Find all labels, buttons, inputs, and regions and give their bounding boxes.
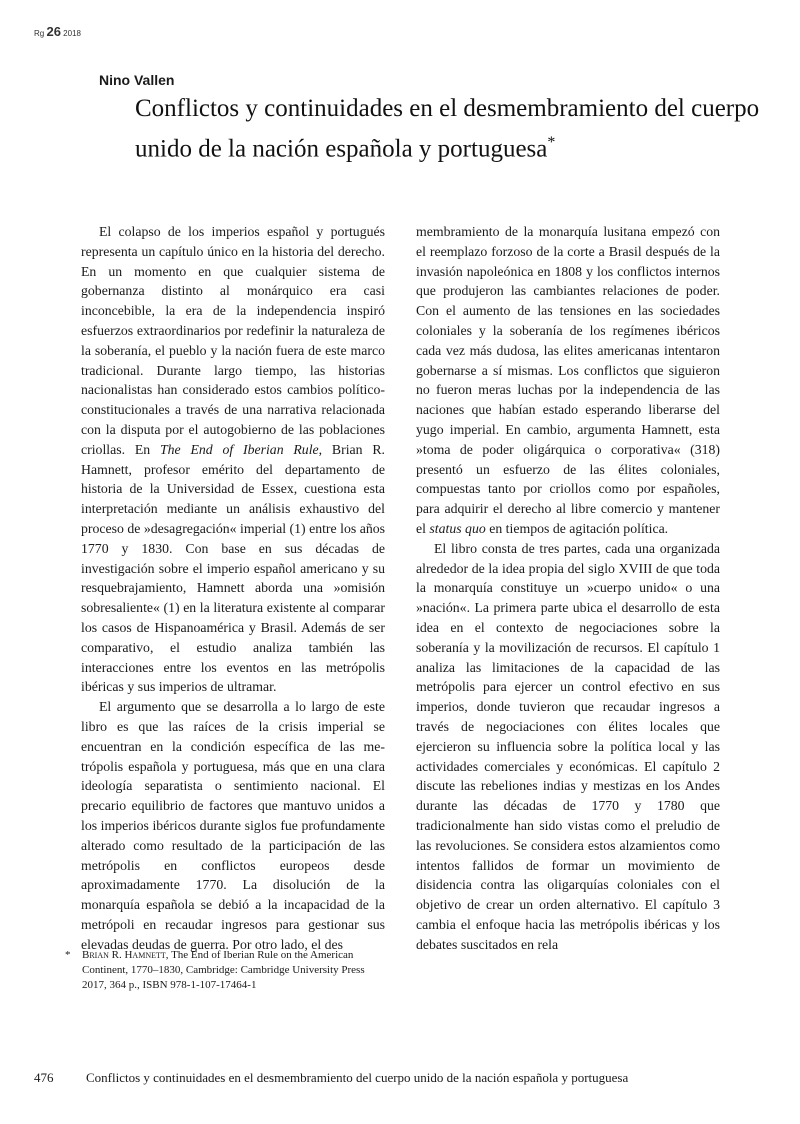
footnote-text <box>82 948 365 994</box>
paragraph: El libro consta de tres partes, cada una organizada alrededor de la idea propia del siglo XVIII de que toda la monarquía constituye un »cuerpo unido« o una »nación«. La primera parte ubica el desarrollo de esta idea en el contexto de negociaciones sobre la soberanía y la movilización de recursos. El capítulo 1 analiza las limitaciones de la capacidad de las metrópolis para ejercer un control efectivo en sus imperios, donde tuvieron que recaudar ingresos a través de negociaciones con élites locales que ejercieron su influencia sobre la política local y las actividades comerciales y económicas. El capítulo 2 discute las rebeliones indias y mestizas en los Andes durante las décadas de 1770 y 1780 que tradicionalmente han sido vistas como el preludio de las revoluciones. Se considera estos alzamientos como intentos fallidos de formar un movimiento de disidencia contra las oligarquías coloniales con el objetivo de crear un orden alternativo. El capítulo 3 cambia el enfoque hacia las metrópolis ibéricas y los debates suscitados en rela <box>416 540 720 952</box>
left-column <box>81 222 385 954</box>
book-title: The End of Iberian Rule <box>159 441 319 457</box>
article-author: Nino Vallen <box>99 72 175 88</box>
footnote <box>65 948 365 994</box>
paragraph-text: El colapso de los imperios español y portugués representa un capítulo único en la historia del derecho. En un momento en que cualquier sistema de gobernanza distinto al monárquico era casi inconcebible, la era de la independencia inspiró esfuerzos extraordinarios por redefinir la naturaleza de la soberanía, el pueblo y la nación fuera de este marco tradicional. Durante largo tiempo, las historias nacionalistas han considerado estos cambios político-constitucionales a través de una narrativa relacionada con la disputa por el autogobierno de las poblaciones criollas. En <box>81 224 385 457</box>
paragraph-continued <box>416 222 720 539</box>
article-title-text: Conflictos y continuidades en el desmembramiento del cuerpo unido de la nación española y portuguesa <box>135 95 760 163</box>
issue-year: 2018 <box>63 29 81 38</box>
paragraph-text: en tiempos de agitación política. <box>485 520 669 536</box>
page-footer <box>34 1070 774 1086</box>
title-footnote-mark: * <box>547 134 556 151</box>
italic-term: status quo <box>429 520 486 536</box>
running-head <box>34 24 81 39</box>
footnote-mark: * <box>65 949 71 961</box>
footer-title: Conflictos y continuidades en el desmembramiento del cuerpo unido de la nación española y portuguesa <box>86 1070 629 1085</box>
footnote-details: , The End of Iberian Rule on the American Continent, 1770–1830, Cambridge: Cambridge University Press 2017, 364 p., ISBN 978-1-107-17464-1 <box>82 949 365 992</box>
paragraph <box>81 222 385 697</box>
paragraph-text: , Brian R. Hamnett, profesor emérito del departamento de historia de la Universidad de Essex, cuestiona esta interpretación mediante un análisis exhaustivo del proceso de »desagregación« imperial (1) entre los años 1770 y 1830. Con base en sus décadas de investigación sobre el imperio español americano y su resquebrajamiento, Hamnett aborda una »omisión sobresaliente« (1) en la literatura existente al comparar los casos de Hispanoamérica y Brasil. Además de ser comparativo, el estudio analiza también las interacciones entre los eventos en las metrópolis ibéricas y sus imperios de ultramar. <box>81 441 385 695</box>
paragraph: El argumento que se desarrolla a lo largo de este libro es que las raíces de la crisis imperial se encuentran en la condición específica de las metrópolis española y portuguesa, más que en una clara ideología separatista o sentimiento nacional. El precario equilibrio de factores que mantuvo unidos a los imperios ibéricos durante siglos fue profundamente alterado como resultado de la participación de las metrópolis en conflictos europeos desde aproximadamente 1770. La disolución de la monarquía española se debió a la incapacidad de la metrópoli en recaudar ingresos para gestionar sus elevadas deudas de guerra. Por otro lado, el des <box>81 699 385 952</box>
page-number: 476 <box>34 1070 54 1085</box>
footnote-author: Brian R. Hamnett <box>82 949 166 961</box>
right-column <box>416 222 720 954</box>
issue-number: 26 <box>46 24 61 39</box>
journal-abbrev: Rg <box>34 29 45 38</box>
paragraph-text: membramiento de la monarquía lusitana empezó con el reemplazo forzoso de la corte a Brasil después de la invasión napoleónica en 1808 y los conflictos internos que produjeron las cambiantes relaciones de poder. Con el aumento de las tensiones en las sociedades coloniales y la soberanía de los regímenes ibéricos cada vez más dudosa, las elites americanas intentaron gobernarse a sí mismas. Los conflictos que siguieron no fueron meras luchas por la independencia de las naciones que habían estado esperando liberarse del yugo imperial. En cambio, argumenta Hamnett, esta »toma de poder oligárquica o corporativa« (318) presentó un esfuerzo de las élites coloniales, compuestas tanto por criollos como por españoles, para adquirir el derecho al libre comercio y mantener el <box>416 224 720 536</box>
article-title <box>135 92 775 166</box>
